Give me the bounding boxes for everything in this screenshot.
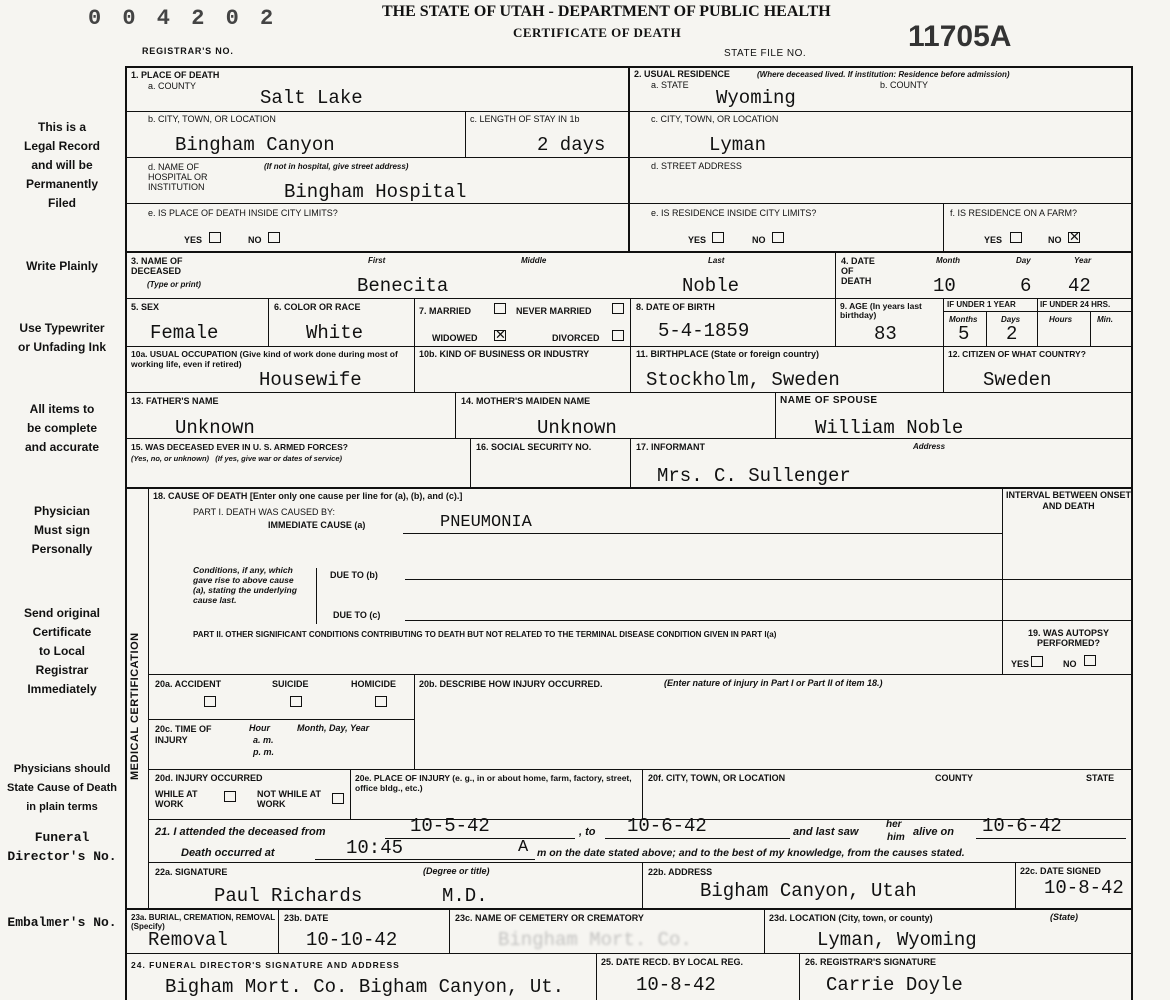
year-label: Year: [1074, 256, 1092, 265]
her-label: her: [886, 819, 902, 830]
immediate-cause-label: IMMEDIATE CAUSE (a): [268, 520, 366, 530]
due-to-b-label: DUE TO (b): [330, 570, 378, 580]
attended-label: 21. I attended the deceased from: [155, 826, 326, 838]
informant-name: Mrs. C. Sullenger: [657, 465, 851, 487]
married-label: 7. MARRIED: [419, 306, 472, 316]
injury-occurred-label: 20d. INJURY OCCURRED: [155, 773, 263, 783]
injury-county-label: COUNTY: [935, 773, 973, 783]
married-checkbox[interactable]: [494, 303, 506, 314]
sidebar-note: Physicians should State Cause of Death in plain terms: [6, 763, 118, 813]
immediate-cause: PNEUMONIA: [440, 513, 532, 532]
last-seen-alive: 10-6-42: [982, 815, 1062, 837]
father-label: 13. FATHER'S NAME: [131, 396, 219, 406]
never-married-label: NEVER MARRIED: [516, 306, 592, 316]
alive-on-label: alive on: [913, 826, 954, 838]
part-1-label: PART I. DEATH WAS CAUSED BY:: [193, 507, 336, 517]
burial-state-label: (State): [1050, 912, 1079, 922]
race: White: [306, 322, 364, 344]
residence-inside-no-checkbox[interactable]: [772, 232, 784, 243]
months-label: Months: [949, 315, 978, 324]
month-label: Month: [936, 256, 960, 265]
autopsy-no-checkbox[interactable]: [1084, 655, 1096, 666]
death-county: Salt Lake: [260, 87, 363, 109]
place-of-death-label: 1. PLACE OF DEATH: [131, 70, 220, 80]
days-label: Days: [1001, 315, 1021, 324]
never-married-checkbox[interactable]: [612, 303, 624, 314]
farm-yes-checkbox[interactable]: [1010, 232, 1022, 243]
am-label: a. m.: [253, 735, 274, 745]
min-label: Min.: [1097, 315, 1113, 324]
last-label: Last: [708, 256, 725, 265]
residence-state: Wyoming: [716, 87, 796, 109]
homicide-label: HOMICIDE: [351, 679, 396, 689]
registrar-signature: Carrie Doyle: [826, 974, 963, 996]
physician-address: Bigham Canyon, Utah: [700, 880, 917, 902]
describe-injury-label: 20b. DESCRIBE HOW INJURY OCCURRED.: [419, 679, 603, 689]
date-of-death-label: 4. DATE OF DEATH: [841, 256, 875, 286]
sidebar-note: All items to be complete and accurate: [24, 402, 100, 454]
certificate-number: 0 0 4 2 0 2: [88, 6, 278, 31]
widowed-checkbox[interactable]: [494, 330, 506, 341]
sex-label: 5. SEX: [131, 302, 160, 312]
disposition: Removal: [148, 929, 228, 951]
yes-label: YES: [1011, 659, 1030, 669]
date-signed-label: 22c. DATE SIGNED: [1020, 866, 1101, 876]
death-day: 6: [1020, 275, 1032, 297]
injury-state-label: STATE: [1086, 773, 1115, 783]
medical-certification-side-label: MEDICAL CERTIFICATION: [129, 632, 141, 780]
hours-label: Hours: [1049, 315, 1073, 324]
burial-location: Lyman, Wyoming: [817, 929, 977, 951]
conditions-label: Conditions, if any, which gave rise to above cause (a), stating the underlying cause last.: [193, 565, 297, 605]
due-to-c-label: DUE TO (c): [333, 610, 381, 620]
stay-label: c. LENGTH OF STAY IN 1b: [470, 114, 580, 124]
sidebar-note: This is a Legal Record and will be Permanently Filed: [23, 120, 101, 210]
certificate-subtitle: CERTIFICATE OF DEATH: [513, 25, 682, 40]
middle-label: Middle: [521, 256, 547, 265]
date-received-label: 25. DATE RECD. BY LOCAL REG.: [601, 957, 744, 967]
death-occurred-at-label: Death occurred at: [181, 847, 275, 859]
deceased-name-label: 3. NAME OF DECEASED: [131, 256, 183, 276]
part-2-label: PART II. OTHER SIGNIFICANT CONDITIONS CONTRIBUTING TO DEATH BUT NOT RELATED TO THE TERMINAL DISEASE CONDITION GIVEN IN PART I(a): [193, 630, 777, 639]
informant-label: 17. INFORMANT: [636, 442, 706, 452]
armed-forces-note: (Yes, no, or unknown) (If yes, give war or dates of service): [131, 454, 343, 463]
homicide-checkbox[interactable]: [375, 696, 387, 707]
no-label: NO: [1048, 235, 1062, 245]
armed-forces-label: 15. WAS DECEASED EVER IN U. S. ARMED FORCES?: [131, 442, 348, 452]
interval-label: INTERVAL BETWEEN ONSET AND DEATH: [1006, 490, 1132, 511]
father-name: Unknown: [175, 417, 255, 439]
injury-city-label: 20f. CITY, TOWN, OR LOCATION: [648, 773, 786, 783]
burial-date-label: 23b. DATE: [284, 913, 329, 923]
not-while-at-work-label: NOT WHILE AT WORK: [257, 789, 321, 809]
date-signed: 10-8-42: [1044, 877, 1124, 899]
burial-location-label: 23d. LOCATION (City, town, or county): [769, 913, 933, 923]
race-label: 6. COLOR OR RACE: [274, 302, 361, 312]
autopsy-label: 19. WAS AUTOPSY PERFORMED?: [1027, 628, 1110, 648]
residence-county-label: b. COUNTY: [880, 80, 929, 90]
autopsy-yes-checkbox[interactable]: [1031, 656, 1043, 667]
residence-label: 2. USUAL RESIDENCE: [634, 69, 730, 79]
death-city: Bingham Canyon: [175, 134, 335, 156]
him-label: him: [887, 832, 905, 843]
while-at-work-checkbox[interactable]: [224, 791, 236, 802]
residence-city: Lyman: [709, 134, 767, 156]
widowed-label: WIDOWED: [432, 333, 478, 343]
yes-label: YES: [688, 235, 707, 245]
ssn-label: 16. SOCIAL SECURITY NO.: [476, 442, 592, 452]
suicide-label: SUICIDE: [272, 679, 309, 689]
to-label: , to: [579, 826, 596, 838]
residence-note: (Where deceased lived. If institution: Residence before admission): [757, 70, 1010, 79]
age-months: 5: [958, 323, 970, 345]
deceased-name-note: (Type or print): [147, 280, 201, 289]
first-label: First: [368, 256, 386, 265]
physician-signature: Paul Richards: [214, 885, 363, 907]
time-of-death: 10:45: [346, 837, 404, 859]
citizen-label: 12. CITIZEN OF WHAT COUNTRY?: [948, 349, 1086, 359]
no-label: NO: [248, 235, 262, 245]
birthplace: Stockholm, Sweden: [646, 369, 840, 391]
last-saw-label: and last saw: [793, 826, 859, 838]
hospital-name: Bingham Hospital: [284, 181, 467, 203]
attended-to: 10-6-42: [627, 815, 707, 837]
cemetery-name: Bingham Mort. Co.: [498, 929, 692, 951]
hospital-label: d. NAME OF HOSPITAL OR INSTITUTION: [148, 162, 208, 192]
day-label: Day: [1016, 256, 1031, 265]
date-of-birth: 5-4-1859: [658, 320, 750, 342]
physician-address-label: 22b. ADDRESS: [648, 867, 713, 877]
divorced-label: DIVORCED: [552, 333, 600, 343]
death-inside-no-checkbox[interactable]: [268, 232, 280, 243]
mother-label: 14. MOTHER'S MAIDEN NAME: [461, 396, 591, 406]
describe-injury-note: (Enter nature of injury in Part I or Part II of item 18.): [664, 678, 883, 688]
death-month: 10: [933, 275, 956, 297]
accident-label: 20a. ACCIDENT: [155, 679, 222, 689]
sidebar-note: Funeral Director's No.: [7, 830, 117, 864]
cause-of-death-label: 18. CAUSE OF DEATH [Enter only one cause per line for (a), (b), and (c).]: [153, 491, 463, 501]
death-city-label: b. CITY, TOWN, OR LOCATION: [148, 114, 276, 124]
citizen: Sweden: [983, 369, 1052, 391]
yes-label: YES: [184, 235, 203, 245]
date-received: 10-8-42: [636, 974, 716, 996]
burial-label: 23a. BURIAL, CREMATION, REMOVAL (Specify): [131, 913, 276, 931]
state-file-no-label: STATE FILE NO.: [724, 48, 807, 59]
residence-inside-yes-checkbox[interactable]: [712, 232, 724, 243]
certification-statement: m on the date stated above; and to the best of my knowledge, from the causes stated.: [537, 847, 965, 859]
death-inside-yes-checkbox[interactable]: [209, 232, 221, 243]
dob-label: 8. DATE OF BIRTH: [636, 302, 715, 312]
sex: Female: [150, 322, 219, 344]
while-at-work-label: WHILE AT WORK: [155, 789, 198, 809]
instructions-sidebar: [0, 0, 124, 1000]
accident-checkbox[interactable]: [204, 696, 216, 707]
county-label: a. COUNTY: [148, 81, 197, 91]
age: 83: [874, 323, 897, 345]
page-title: THE STATE OF UTAH - DEPARTMENT OF PUBLIC HEALTH: [382, 3, 831, 20]
signature-label: 22a. SIGNATURE: [155, 867, 228, 877]
pm-label: p. m.: [253, 747, 275, 757]
death-year: 42: [1068, 275, 1091, 297]
not-while-at-work-checkbox[interactable]: [332, 793, 344, 804]
sidebar-note: Send original Certificate to Local Registrar Immediately: [23, 606, 100, 696]
under-24-hrs-label: IF UNDER 24 HRS.: [1040, 300, 1111, 309]
cemetery-label: 23c. NAME OF CEMETERY OR CREMATORY: [455, 913, 644, 923]
occupation: Housewife: [259, 369, 362, 391]
time-of-death-am-pm: A: [518, 838, 529, 857]
no-label: NO: [752, 235, 766, 245]
sidebar-note: Write Plainly: [26, 259, 98, 273]
time-of-injury-label: 20c. TIME OF INJURY: [155, 724, 212, 745]
under-1-year-label: IF UNDER 1 YEAR: [947, 300, 1016, 309]
street-label: d. STREET ADDRESS: [651, 161, 742, 171]
spouse-name: William Noble: [815, 417, 964, 439]
no-label: NO: [1063, 659, 1077, 669]
hospital-note: (If not in hospital, give street address): [264, 162, 409, 171]
sidebar-note: Use Typewriter or Unfading Ink: [18, 321, 106, 354]
registrar-no-label: REGISTRAR'S NO.: [142, 46, 234, 56]
mother-name: Unknown: [537, 417, 617, 439]
length-of-stay: 2 days: [537, 134, 606, 156]
death-inside-limits-label: e. IS PLACE OF DEATH INSIDE CITY LIMITS?: [148, 208, 338, 218]
hour-label: Hour: [249, 723, 270, 733]
business-label: 10b. KIND OF BUSINESS OR INDUSTRY: [419, 349, 590, 359]
last-name: Noble: [682, 275, 740, 297]
residence-inside-label: e. IS RESIDENCE INSIDE CITY LIMITS?: [651, 208, 817, 218]
yes-label: YES: [984, 235, 1003, 245]
place-of-injury-label: 20e. PLACE OF INJURY (e. g., in or about home, farm, factory, street, office bldg., etc.): [355, 773, 632, 793]
sidebar-note: Embalmer's No.: [7, 915, 117, 930]
farm-no-checkbox[interactable]: [1068, 232, 1080, 243]
first-name: Benecita: [357, 275, 449, 297]
funeral-director: Bigham Mort. Co. Bigham Canyon, Ut.: [165, 976, 565, 998]
sidebar-note: Physician Must sign Personally: [31, 504, 93, 556]
degree-label: (Degree or title): [423, 866, 490, 876]
divorced-checkbox[interactable]: [612, 330, 624, 341]
occupation-label: 10a. USUAL OCCUPATION (Give kind of work done during most of working life, even if retired): [131, 349, 398, 369]
suicide-checkbox[interactable]: [290, 696, 302, 707]
burial-date: 10-10-42: [306, 929, 398, 951]
state-file-no: 11705A: [908, 20, 1012, 53]
informant-address-label: Address: [913, 442, 946, 451]
mdy-label: Month, Day, Year: [297, 723, 370, 733]
birthplace-label: 11. BIRTHPLACE (State or foreign country): [636, 349, 820, 359]
attended-from: 10-5-42: [410, 815, 490, 837]
age-days: 2: [1006, 323, 1018, 345]
registrar-signature-label: 26. REGISTRAR'S SIGNATURE: [805, 957, 936, 967]
residence-city-label: c. CITY, TOWN, OR LOCATION: [651, 114, 779, 124]
physician-degree: M.D.: [442, 885, 488, 907]
spouse-label: NAME OF SPOUSE: [780, 395, 878, 406]
residence-state-label: a. STATE: [651, 80, 689, 90]
funeral-director-label: 24. FUNERAL DIRECTOR'S SIGNATURE AND ADDRESS: [131, 960, 400, 970]
age-label: 9. AGE (In years last birthday): [840, 301, 922, 320]
farm-label: f. IS RESIDENCE ON A FARM?: [950, 208, 1078, 218]
